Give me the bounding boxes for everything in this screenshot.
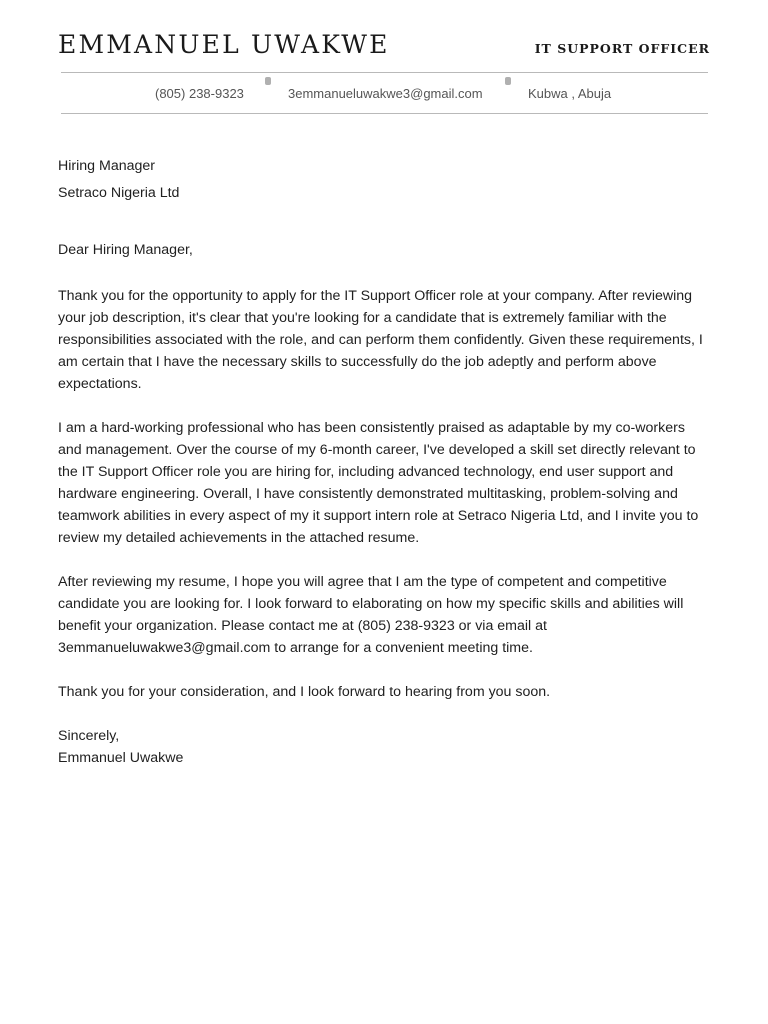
contact-location: Kubwa , Abuja xyxy=(528,86,612,101)
body-paragraph: Thank you for the opportunity to apply for the IT Support Officer role at your company. After reviewing your job description, it's clear that you're looking for a candidate that is extremely familiar with the responsibilities associated with the role, and can perform them confidently. Given these requirements, I am certain that I have the necessary skills to successfully do the job adeptly and perform above expectations. xyxy=(58,288,703,392)
body-paragraph: After reviewing my resume, I hope you will agree that I am the type of competent and competitive candidate you are looking for. I look forward to elaborating on how my specific skills and abilities will benefit your organization. Please contact me at (805) 238-9323 or via email at 3emmanueluwakwe3@gmail.com to arrange for a convenient meeting time. xyxy=(58,574,684,656)
body-paragraph: Thank you for your consideration, and I look forward to hearing from you soon. xyxy=(58,684,551,700)
contact-phone: (805) 238-9323 xyxy=(155,86,244,101)
letter-header xyxy=(58,28,710,64)
recipient-company: Setraco Nigeria Ltd xyxy=(58,185,180,201)
header-top-divider xyxy=(61,72,708,73)
job-title: IT SUPPORT OFFICER xyxy=(534,41,710,56)
closing: Sincerely, xyxy=(58,728,120,744)
contact-separator-dot xyxy=(505,77,511,85)
contact-separator-dot xyxy=(265,77,271,85)
body-paragraph: I am a hard-working professional who has been consistently praised as adaptable by my co-workers and management. Over the course of my 6-month career, I've developed a skill set directly relevant to the IT Support Officer role you are hiring for, including advanced technology, end user support and hardware engineering. Overall, I have consistently demonstrated multitasking, problem-solving and teamwork abilities in every aspect of my it support intern role at Setraco Nigeria Ltd, and I invite you to review my detailed achievements in the attached resume. xyxy=(58,420,699,546)
recipient-name: Hiring Manager xyxy=(58,158,155,174)
contact-email: 3emmanueluwakwe3@gmail.com xyxy=(288,86,483,101)
header-bottom-divider xyxy=(61,113,708,114)
salutation: Dear Hiring Manager, xyxy=(58,242,193,258)
letter-body xyxy=(58,155,710,769)
applicant-name: EMMANUEL UWAKWE xyxy=(58,30,390,59)
signature-name: Emmanuel Uwakwe xyxy=(58,750,184,766)
